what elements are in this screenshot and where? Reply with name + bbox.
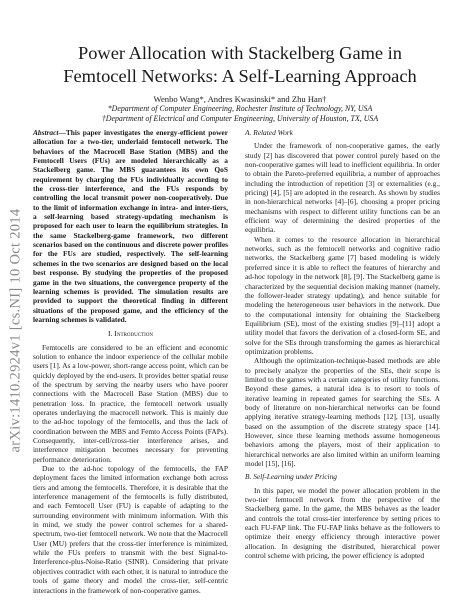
related-work-paragraph: Although the optimization-technique-based methods are able to precisely analyze the properties of the SEs, their scope is limited to the games with a certain categories of utility functions. Beyond these games, a natural idea is to resort to tools of iterative learning in repeated games for searching the SEs. A body of literature on non-hierarchical networks can be found applying iterative strategy-learning methods [12], [13], usually based on the assumption of the discrete strategy space [14]. However, since these learning methods assume homogeneous behaviors among the players, most of their application to hierarchical networks are also limited within an uniform learning model [15], [16]. bbox=[245, 356, 440, 469]
subsection-heading-related-work: A. Related Work bbox=[245, 128, 293, 137]
abstract bbox=[33, 128, 228, 324]
left-column bbox=[33, 128, 228, 595]
author-list: Wenbo Wang*, Andres Kwasinski* and Zhu Han† bbox=[153, 94, 327, 104]
section-heading-introduction: I. Introduction bbox=[108, 329, 153, 339]
title-line-2: Femtocell Networks: A Self-Learning Approach bbox=[63, 66, 417, 86]
paper-header bbox=[40, 42, 440, 124]
self-learning-paragraph: In this paper, we model the power allocation problem in the two-tier femtocell network from the perspective of the Stackelberg game. In the game, the MBS behaves as the leader and controls the total cross-tier interference by setting prices to each FU-FAP link. The FU-FAP links behave as the followers to optimize their energy efficiency through interactive power allocation. In designing the distributed, hierarchical power control scheme with pricing, the power efficiency is adopted bbox=[245, 485, 440, 561]
affiliation-2: †Department of Electrical and Computer Engineering, University of Houston, TX, USA bbox=[101, 114, 379, 123]
intro-paragraph: Due to the ad-hoc topology of the femtocells, the FAP deployment faces the limited information exchange both across tiers and among the femtocells. Therefore, it is desirable that the interference management of the femtocells is fully distributed, and each Femtocell User (FU) is capable of adapting to the surrounding environment with minimum information. With this in mind, we study the power control schemes for a shared-spectrum, two-tier femtocell network. We note that the Macrocell User (MU) prefers that the cross-tier interference is minimized, while the FUs prefers to transmit with the best Signal-to-Interference-plus-Noise-Ratio (SINR). Considering that private objectives contradict with each other, it is natural to introduce the tools of game theory and model the cross-tier, self-centric interactions in the framework of non-cooperative games. bbox=[33, 464, 228, 595]
affiliation-1: *Department of Computer Engineering, Rochester Institute of Technology, NY, USA bbox=[107, 104, 373, 113]
arxiv-identifier-stamp bbox=[4, 150, 28, 510]
right-column bbox=[245, 128, 440, 560]
paper-title bbox=[40, 42, 440, 88]
title-line-1: Power Allocation with Stackelberg Game in bbox=[78, 43, 402, 63]
related-work-paragraph: When it comes to the resource allocation in hierarchical networks, such as the femtocell networks and cognitive radio networks, the Stackelberg game [7] based modeling is widely preferred since it is able to reflect the features of hierarchy and ad-hoc topology in the network [8], [9]. The Stackelberg game is characterized by the sequential decision making manner (namely, the follower-leader strategy updating), and hence suitable for modeling the heterogeneous user behaviors in the network. Due to the computational intensity for obtaining the Stackelberg Equilibrium (SE), most of the existing studies [9]–[11] adopt a utility model that favors the derivation of a closed-form SE, and solve for the SEs through transforming the games as hierarchical optimization problems. bbox=[245, 234, 440, 356]
related-work-paragraph: Under the framework of non-cooperative games, the early study [2] has discovered that power control purely based on the non-cooperative games will lead to inefficient equilibria. In order to obtain the Pareto-preferred equilibria, a number of approaches including the introduction of repetition [3] or externalities (e.g., pricing) [4], [5] are adopted in the research. As shown by studies in non-hierarchical networks [4]–[6], choosing a proper pricing mechanisms with respect to different utility functions can be an efficient way of determining the desired properties of the equilibria. bbox=[245, 141, 440, 235]
arxiv-identifier-text: arXiv:1410.2924v1 [cs.NI] 10 Oct 2014 bbox=[7, 208, 24, 452]
intro-paragraph: Femtocells are considered to be an efficient and economic solution to enhance the indoor experience of the cellular mobile users [1]. As a low-power, short-range access point, which can be quickly deployed by the end-users. It provides better spatial reuse of the spectrum by serving the nearby users who have poorer connections with the Macrocell Base Station (MBS) due to penetration loss. In practice, the femtocell network usually operates underlaying the macrocell network. This is mainly due to the ad-hoc topology of the femtocells, and thus the lack of coordination between the MBS and Femto Access Points (FAPs). Consequently, inter-cell/cross-tier interference arises, and interference mitigation becomes necessary for preventing performance deterioration. bbox=[33, 342, 228, 464]
subsection-heading-self-learning: B. Self-Learning under Pricing bbox=[245, 472, 337, 482]
abstract-body: —This paper investigates the energy-efficient power allocation for a two-tier, underlaid femtocell network. The behaviors of the Macrocell Base Station (MBS) and the Femtocell Users (FUs) are modeled hierarchically as a Stackelberg game. The MBS guarantees its own QoS requirement by charging the FUs individually according to the cross-tier interference, and the FUs responds by controlling the local transmit power non-cooperatively. Due to the limit of information exchange in intra- and inter-tiers, a self-learning based strategy-updating mechanism is proposed for each user to learn the equilibrium strategies. In the same Stackelberg-game framework, two different scenarios based on the continuous and discrete power profiles for the FUs are studied, respectively. The self-learning schemes in the two scenarios are designed based on the local best response. By studying the properties of the proposed game in the two situations, the convergence property of the learning schemes is provided. The simulation results are provided to support the theoretical finding in different situations of the proposed game, and the efficiency of the learning schemes is validated. bbox=[33, 128, 228, 324]
abstract-lead: Abstract bbox=[33, 128, 59, 137]
